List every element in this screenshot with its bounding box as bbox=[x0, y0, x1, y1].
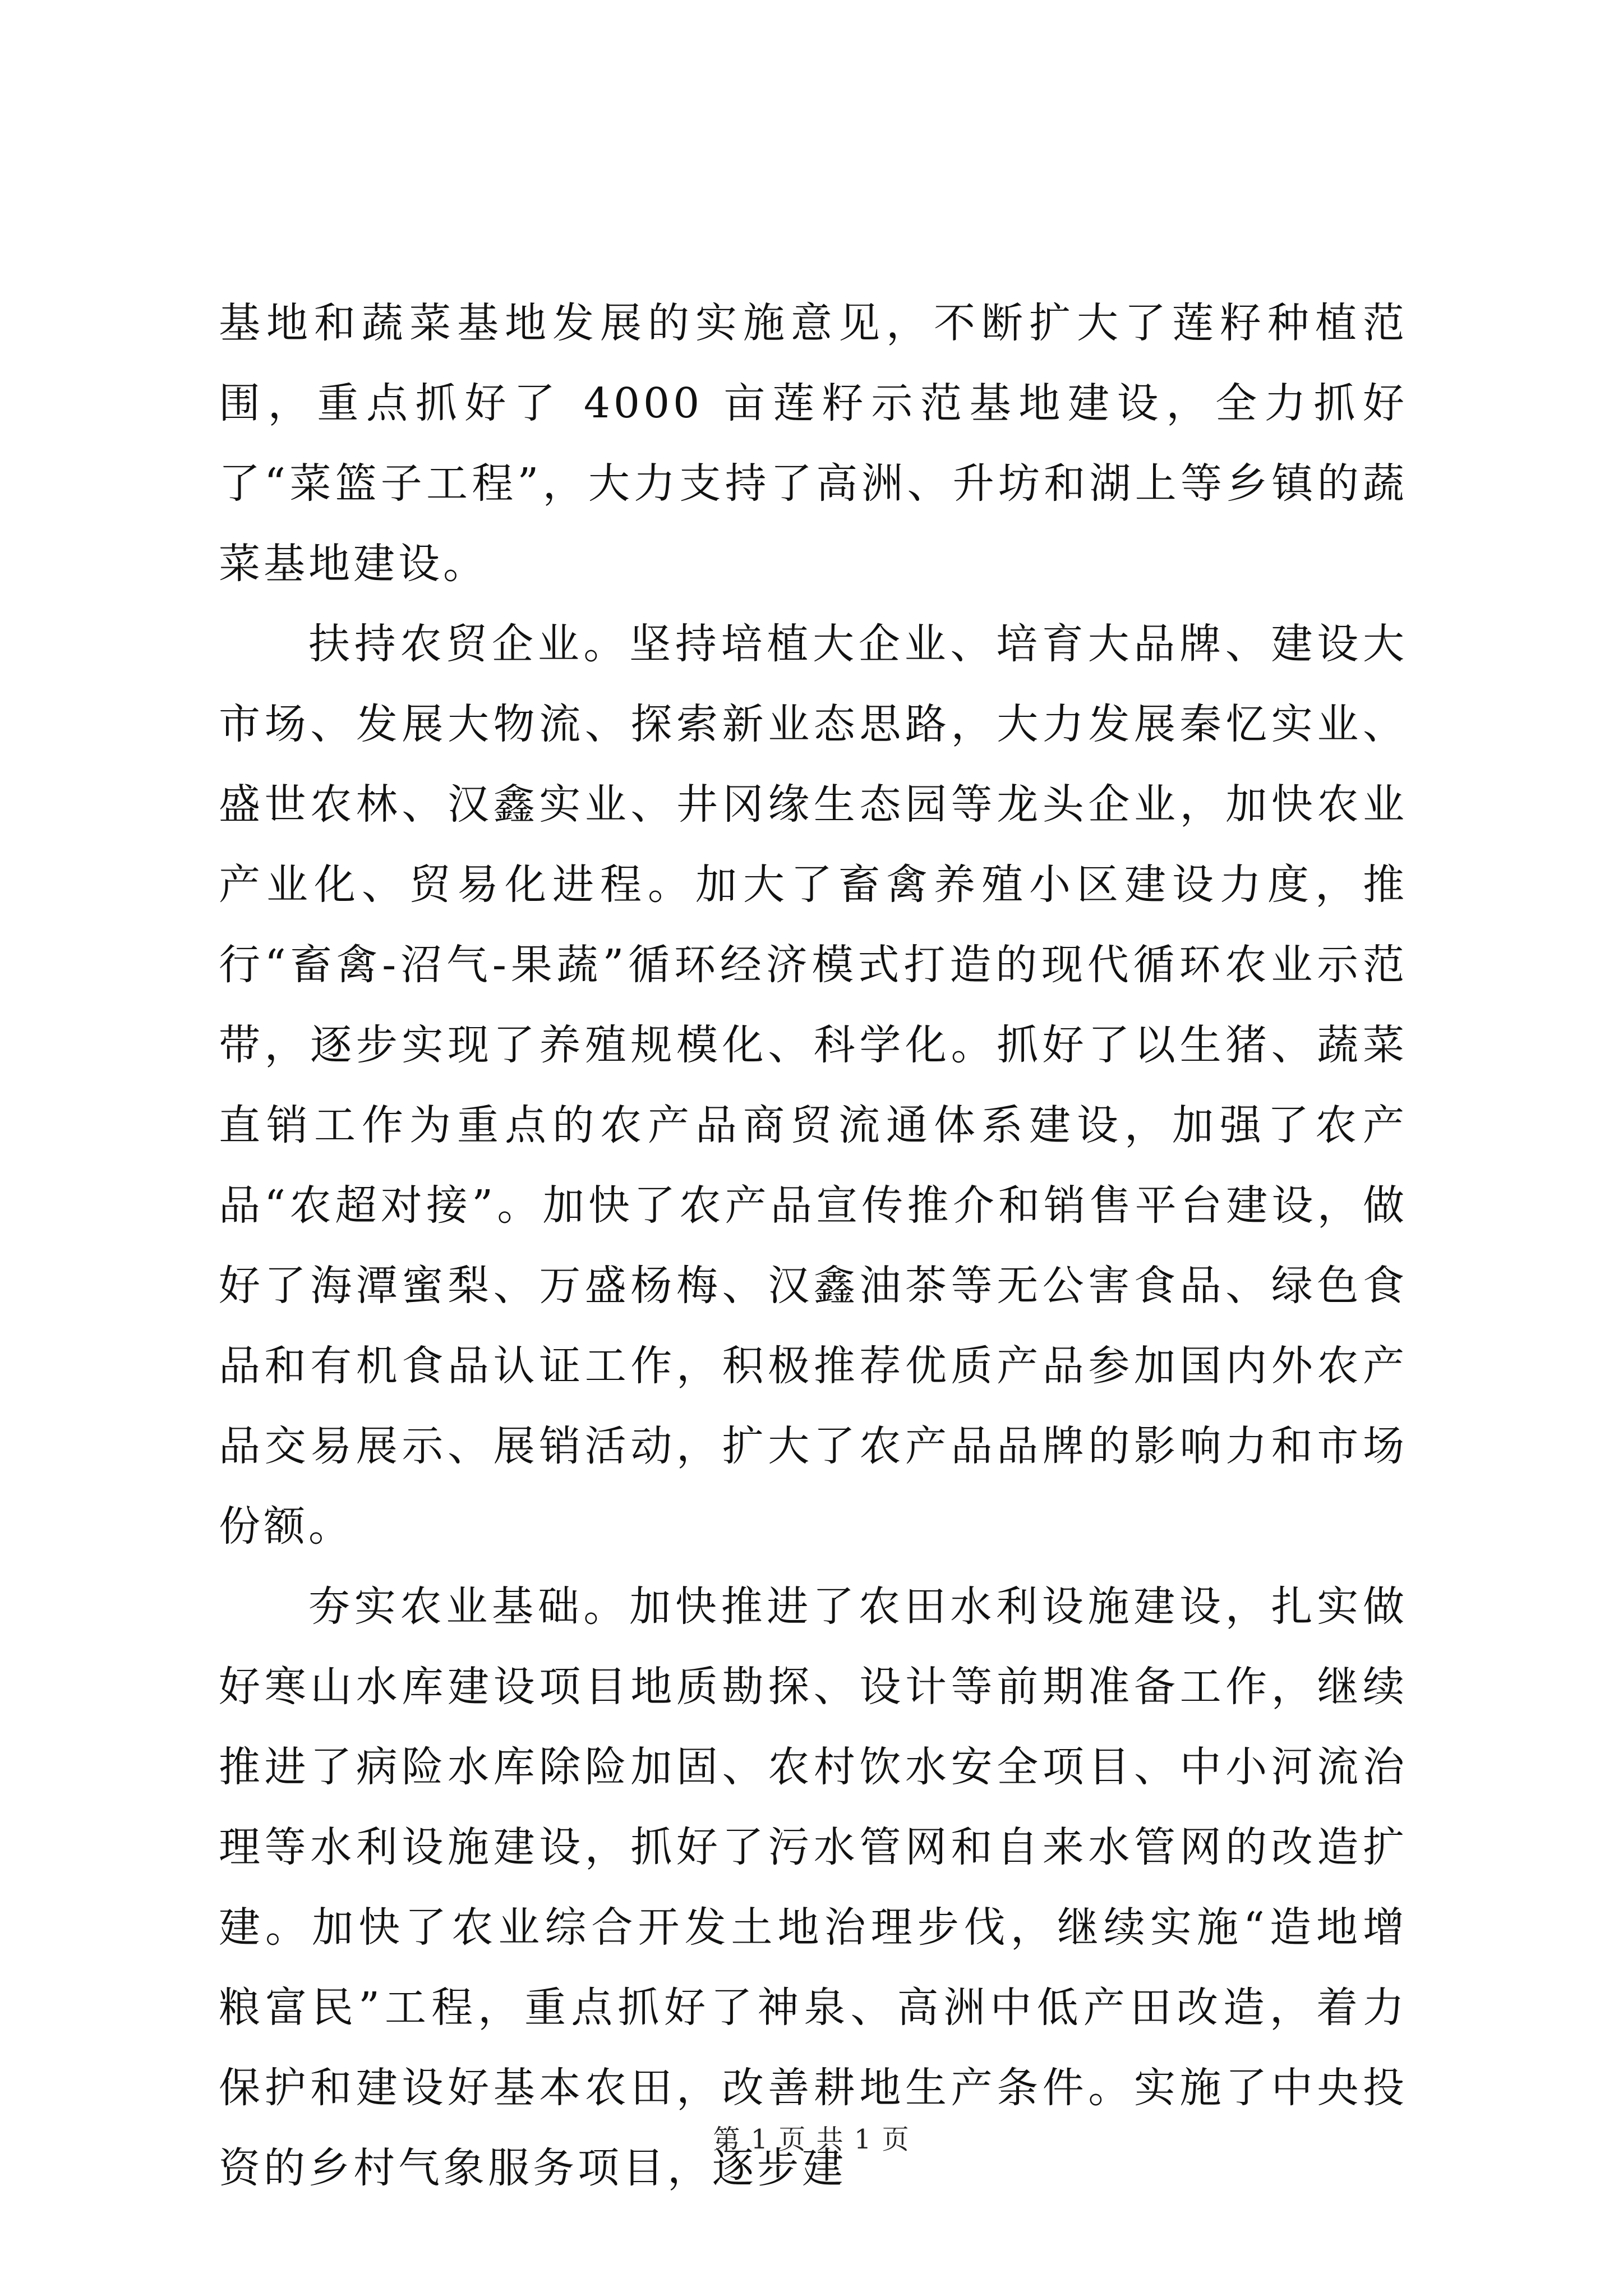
paragraph-agri-trade-enterprises: 扶持农贸企业。坚持培植大企业、培育大品牌、建设大市场、发展大物流、探索新业态思路，大力发展秦忆实业、盛世农林、汉鑫实业、井冈缘生态园等龙头企业，加快农业产业化、贸易化进程。加大了畜禽养殖小区建设力度，推行“畜禽-沼气-果蔬”循环经济模式打造的现代循环农业示范带，逐步实现了养殖规模化、科学化。抓好了以生猪、蔬菜直销工作为重点的农产品商贸流通体系建设，加强了农产品“农超对接”。加快了农产品宣传推介和销售平台建设，做好了海潭蜜梨、万盛杨梅、汉鑫油茶等无公害食品、绿色食品和有机食品认证工作，积极推荐优质产品参加国内外农产品交易展示、展销活动，扩大了农产品品牌的影响力和市场份额。 bbox=[219, 620, 1408, 1550]
document-body bbox=[219, 283, 1408, 2208]
paragraph-agri-foundation: 夯实农业基础。加快推进了农田水利设施建设，扎实做好寒山水库建设项目地质勘探、设计等前期准备工作，继续推进了病险水库除险加固、农村饮水安全项目、中小河流治理等水利设施建设，抓好了污水管网和自来水管网的改造扩建。加快了农业综合开发土地治理步伐，继续实施“造地增粮富民”工程，重点抓好了神泉、高洲中低产田改造，着力保护和建设好基本农田，改善耕地生产条件。实施了中央投资的乡村气象服务项目，逐步建 bbox=[219, 1582, 1408, 2192]
paragraph-continuation: 基地和蔬菜基地发展的实施意见，不断扩大了莲籽种植范围，重点抓好了 4000 亩莲籽示范基地建设，全力抓好了“菜篮子工程”，大力支持了高洲、升坊和湖上等乡镇的蔬菜基地建设。 bbox=[219, 299, 1408, 588]
page-footer: 第 1 页 共 1 页 bbox=[713, 2124, 910, 2155]
